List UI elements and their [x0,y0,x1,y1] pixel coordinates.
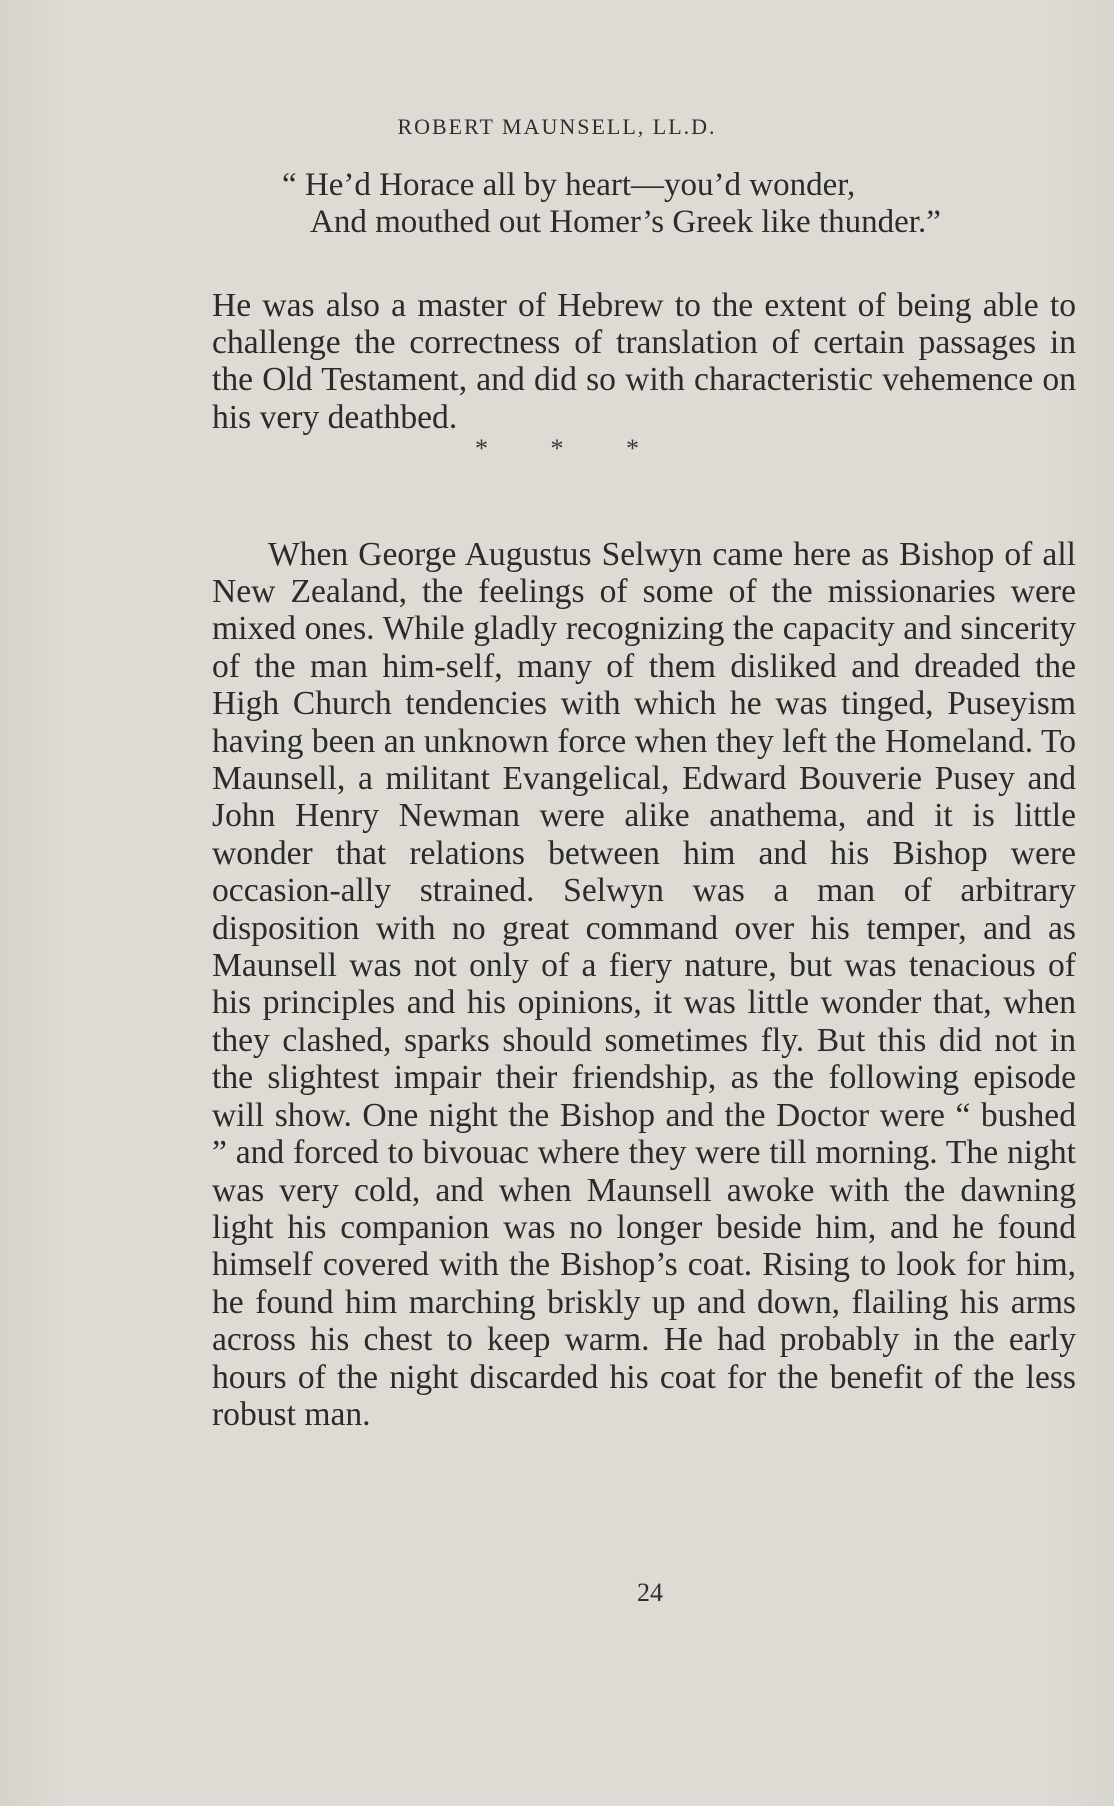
paragraph-hebrew: He was also a master of Hebrew to the extent of being able to challenge the correctness of translation of certain passages in the Old Testament, and did so with characteristic vehemence on his very deathbed. [212,286,1076,436]
paragraph-selwyn: When George Augustus Selwyn came here as Bishop of all New Zealand, the feelings of some of the missionaries were mixed ones. While gladly recognizing the capacity and sincerity of the man him-self, many of them disliked and dreaded the High Church tendencies with which he was tinged, Puseyism having been an unknown force when they left the Homeland. To Maunsell, a militant Evangelical, Edward Bouverie Pusey and John Henry Newman were alike anathema, and it is little wonder that relations between him and his Bishop were occasion-ally strained. Selwyn was a man of arbitrary disposition with no great command over his temper, and as Maunsell was not only of a fiery nature, but was tenacious of his principles and his opinions, it was little wonder that, when they clashed, sparks should sometimes fly. But this did not in the slightest impair their friendship, as the following episode will show. One night the Bishop and the Doctor were “ bushed ” and forced to bivouac where they were till morning. The night was very cold, and when Maunsell awoke with the dawning light his companion was no longer beside him, and he found himself covered with the Bishop’s coat. Rising to look for him, he found him marching briskly up and down, flailing his arms across his chest to keep warm. He had probably in the early hours of the night discarded his coat for the benefit of the less robust man. [212,535,1076,1433]
asterisk-3: * [626,434,639,463]
running-head: ROBERT MAUNSELL, LL.D. [397,114,717,139]
section-break-asterism [0,434,1114,464]
page-number: 24 [637,1578,663,1607]
verse-line-2: And mouthed out Homer’s Greek like thunder.” [310,204,941,240]
asterisk-2: * [550,434,564,463]
verse-line-1: “ He’d Horace all by heart—you’d wonder, [282,167,856,203]
asterisk-1: * [475,434,488,463]
verse-quotation [282,167,1082,241]
